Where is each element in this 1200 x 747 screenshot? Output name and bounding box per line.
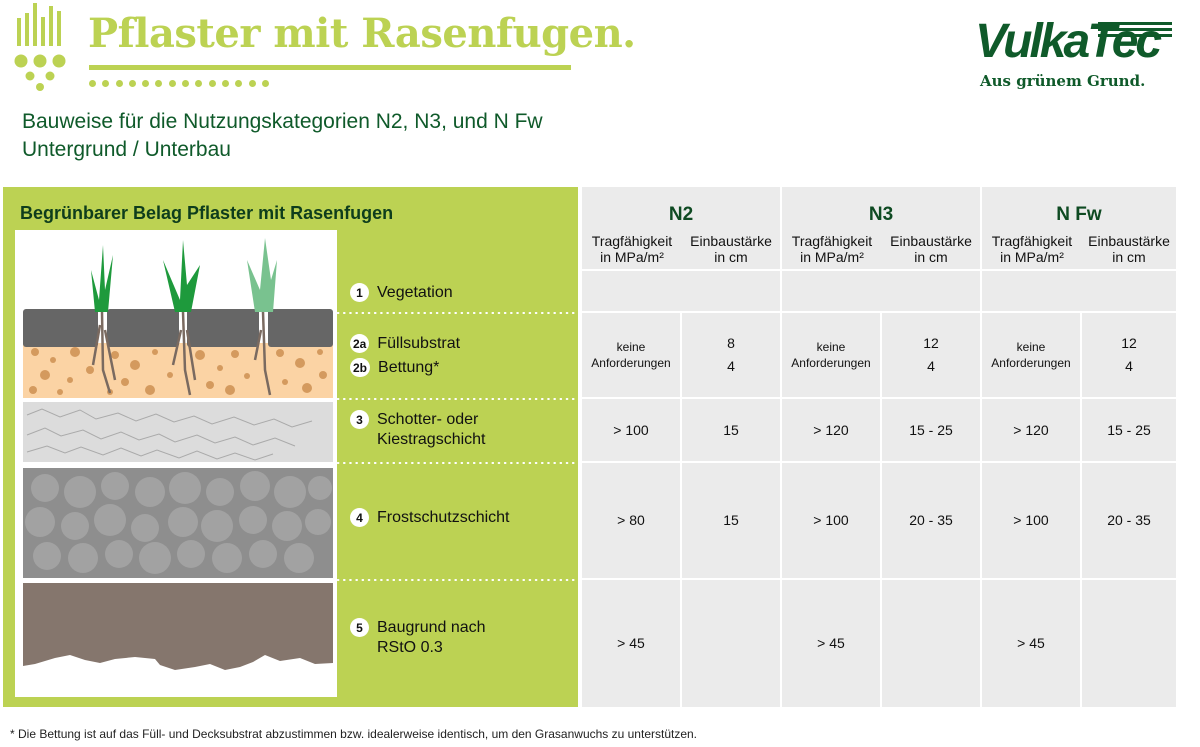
group-name: N Fw: [1056, 204, 1102, 225]
page-title: Pflaster mit Rasenfugen.: [88, 10, 636, 57]
layer-number-badge: 4: [350, 508, 369, 527]
panel-title: Begrünbarer Belag Pflaster mit Rasenfugen: [20, 203, 394, 223]
row-divider: [582, 397, 1176, 399]
logo-tagline: Aus grünem Grund.: [980, 72, 1146, 90]
layer-number-badge: 1: [350, 283, 369, 302]
cell-schotter-tragfaehigkeit: > 100: [582, 399, 680, 461]
layer-number-badge: 5: [350, 618, 369, 637]
layer-divider: [335, 462, 578, 464]
cell-frost-einbau: 15: [682, 463, 780, 578]
table-group-n2: [582, 187, 780, 707]
layer-divider: [335, 398, 578, 400]
cell-vegetation: [582, 271, 780, 311]
layer-label: Füllsubstrat: [377, 335, 461, 352]
cell-vegetation: [782, 271, 980, 311]
cross-section-illustration: [15, 230, 337, 697]
group-name: N2: [668, 204, 694, 225]
legend-item-schotter: [350, 410, 510, 450]
group-header: [782, 187, 980, 269]
cell-fuell-einbau: 12 4: [882, 313, 980, 397]
row-divider: [582, 578, 1176, 580]
group-name: N3: [868, 204, 894, 225]
column-header-tragfaehigkeit: Tragfähigkeit in MPa/m²: [991, 233, 1073, 265]
logo-wordmark: VulkaTec: [975, 15, 1160, 68]
column-header-einbaustaerke: Einbaustärke in cm: [690, 233, 772, 265]
cell-fuell-tragfaehigkeit: keine Anforderungen: [582, 313, 680, 397]
vulkatec-logo: [970, 14, 1175, 94]
layer-number-badge: 3: [350, 410, 369, 429]
group-header: [982, 187, 1176, 269]
table-group-n3: [782, 187, 980, 707]
cell-vegetation: [982, 271, 1176, 311]
layer-label: Schotter- oder Kiestragschicht: [377, 411, 486, 448]
cell-frost-einbau: 20 - 35: [1082, 463, 1176, 578]
requirements-table: [582, 187, 1176, 707]
legend-item-baugrund: [350, 618, 490, 658]
layer-label: Bettung*: [378, 359, 440, 376]
table-group-nfw: [982, 187, 1176, 707]
column-header-einbaustaerke: Einbaustärke in cm: [890, 233, 972, 265]
layer-label: Vegetation: [377, 284, 453, 301]
legend-item-fuellsubstrat: [350, 334, 460, 354]
layer-panel: [3, 187, 578, 707]
layer-label: Frostschutzschicht: [377, 509, 510, 526]
cell-fuell-einbau: 12 4: [1082, 313, 1176, 397]
row-divider: [582, 461, 1176, 463]
subtitle-line-1: Bauweise für die Nutzungskategorien N2, N3, und N Fw: [22, 110, 543, 133]
cell-schotter-einbau: 15: [682, 399, 780, 461]
group-header: [582, 187, 780, 269]
subtitle-line-2: Untergrund / Unterbau: [22, 138, 231, 161]
cell-fuell-tragfaehigkeit: keine Anforderungen: [782, 313, 880, 397]
cell-schotter-tragfaehigkeit: > 120: [782, 399, 880, 461]
title-dot-row: [89, 80, 269, 87]
title-underline: [89, 65, 571, 70]
cell-frost-tragfaehigkeit: > 100: [982, 463, 1080, 578]
column-header-tragfaehigkeit: Tragfähigkeit in MPa/m²: [591, 233, 673, 265]
cell-fuell-tragfaehigkeit: keine Anforderungen: [982, 313, 1080, 397]
row-divider: [582, 311, 1176, 313]
legend-item-bettung: [350, 358, 439, 378]
layer-number-badge: 2a: [350, 334, 369, 353]
cell-schotter-einbau: 15 - 25: [882, 399, 980, 461]
layer-label: Baugrund nach RStO 0.3: [377, 619, 486, 656]
cell-frost-tragfaehigkeit: > 80: [582, 463, 680, 578]
column-header-einbaustaerke: Einbaustärke in cm: [1088, 233, 1170, 265]
layer-cross-section-icon: [15, 230, 337, 697]
cell-baugrund-einbau: [1082, 580, 1176, 707]
column-header-tragfaehigkeit: Tragfähigkeit in MPa/m²: [791, 233, 873, 265]
cell-baugrund-tragfaehigkeit: > 45: [582, 580, 680, 707]
legend-item-vegetation: [350, 283, 453, 303]
layer-divider: [335, 579, 578, 581]
subtitle: [22, 108, 543, 164]
cell-frost-tragfaehigkeit: > 100: [782, 463, 880, 578]
cell-frost-einbau: 20 - 35: [882, 463, 980, 578]
legend-item-frostschutz: [350, 508, 509, 528]
cell-schotter-einbau: 15 - 25: [1082, 399, 1176, 461]
cell-baugrund-tragfaehigkeit: > 45: [782, 580, 880, 707]
footnote: * Die Bettung ist auf das Füll- und Decksubstrat abzustimmen bzw. idealerweise identisch, um den Grasanwuchs zu unterstützen.: [10, 727, 698, 741]
layer-divider: [335, 312, 578, 314]
cell-baugrund-tragfaehigkeit: > 45: [982, 580, 1080, 707]
cell-schotter-tragfaehigkeit: > 120: [982, 399, 1080, 461]
cell-baugrund-einbau: [682, 580, 780, 707]
cell-baugrund-einbau: [882, 580, 980, 707]
brand-mark-icon: [14, 3, 74, 91]
layer-number-badge: 2b: [350, 358, 370, 377]
cell-fuell-einbau: 8 4: [682, 313, 780, 397]
